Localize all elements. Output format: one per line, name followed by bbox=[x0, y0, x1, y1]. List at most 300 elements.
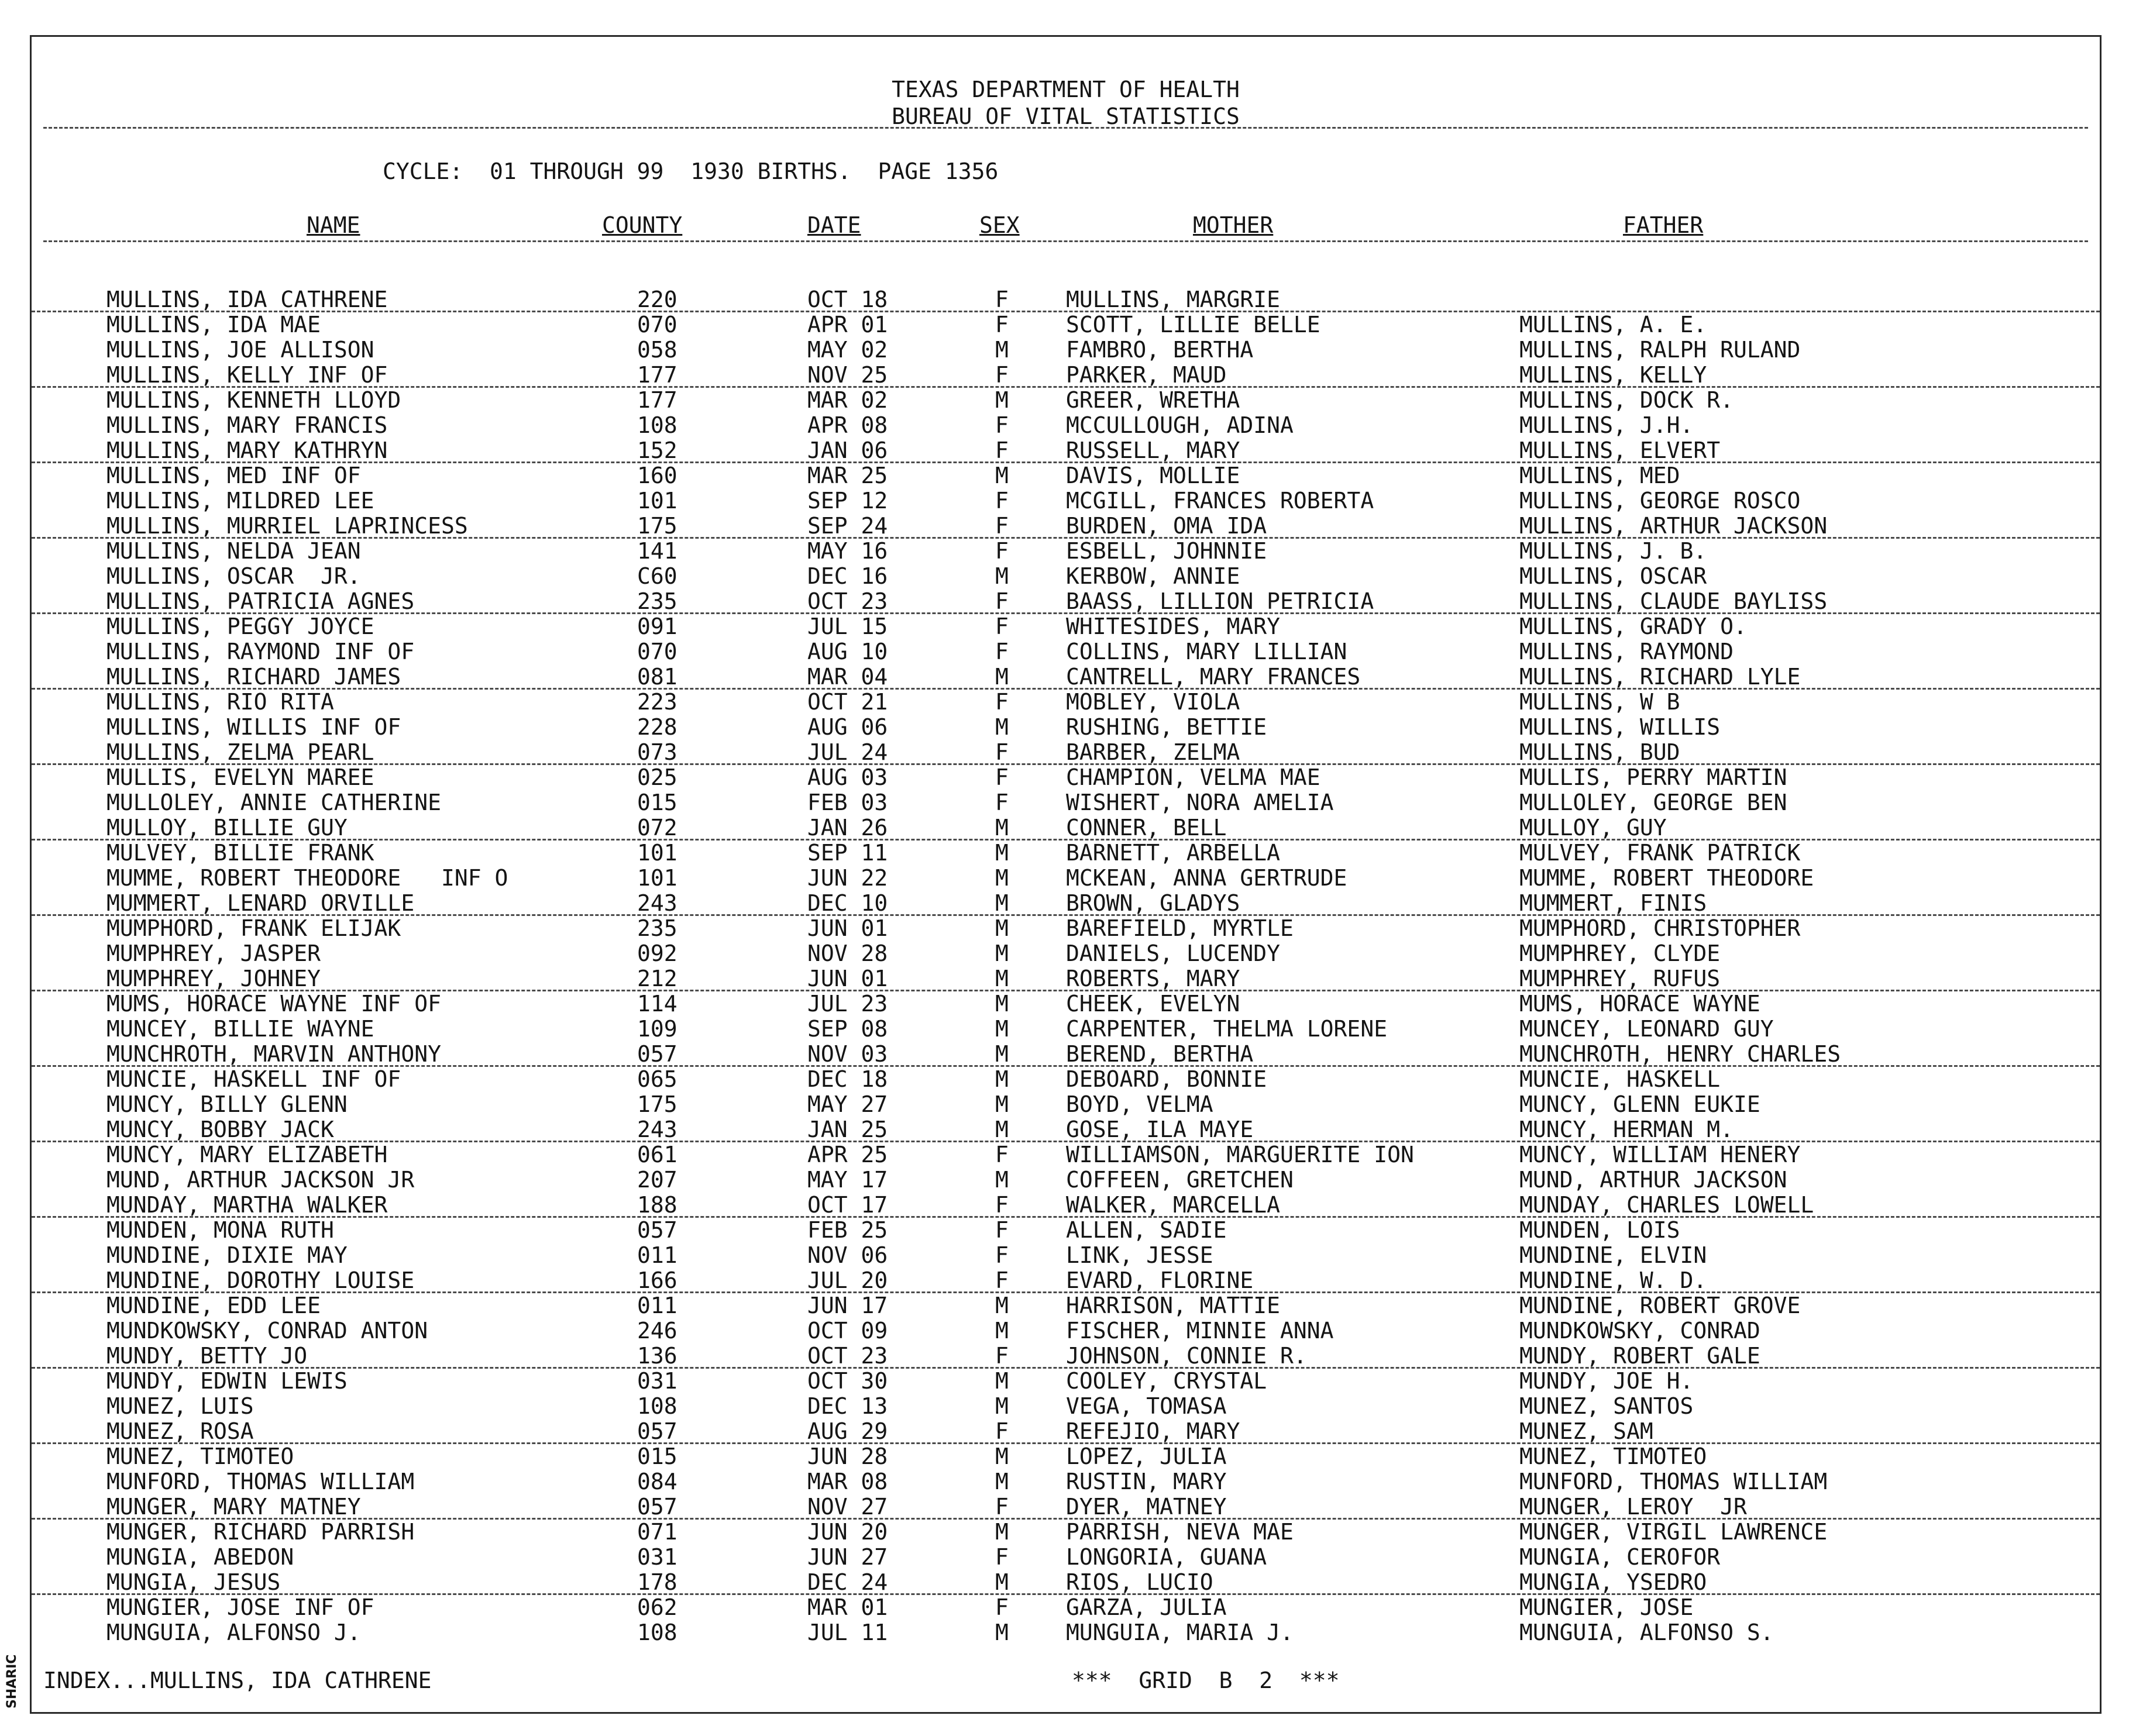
record-mother: BROWN, GLADYS bbox=[1066, 890, 1240, 916]
record-sex: F bbox=[995, 614, 1009, 639]
record-sex: F bbox=[995, 1267, 1009, 1293]
document-page bbox=[30, 35, 2102, 1714]
record-father: MUNCHROTH, HENRY CHARLES bbox=[1519, 1041, 1841, 1067]
record-county: 073 bbox=[637, 739, 677, 765]
record-mother: CARPENTER, THELMA LORENE bbox=[1066, 1016, 1388, 1042]
record-father: MUNDY, ROBERT GALE bbox=[1519, 1343, 1760, 1369]
record-date: OCT 17 bbox=[807, 1192, 888, 1218]
table-row bbox=[32, 1117, 2100, 1142]
record-sex: F bbox=[995, 362, 1009, 388]
table-row bbox=[32, 715, 2100, 740]
record-name: MULLIS, EVELYN MAREE bbox=[106, 764, 374, 790]
record-father: MULLINS, BUD bbox=[1519, 739, 1680, 765]
column-header-date: DATE bbox=[807, 212, 861, 238]
record-name: MUNEZ, TIMOTEO bbox=[106, 1444, 294, 1469]
record-father: MULLINS, J.H. bbox=[1519, 412, 1694, 438]
record-father: MUMME, ROBERT THEODORE bbox=[1519, 865, 1814, 891]
record-county: 057 bbox=[637, 1217, 677, 1243]
record-name: MUNCEY, BILLIE WAYNE bbox=[106, 1016, 374, 1042]
record-date: JAN 26 bbox=[807, 815, 888, 841]
record-county: 057 bbox=[637, 1041, 677, 1067]
record-father: MULLOY, GUY bbox=[1519, 815, 1667, 841]
record-father: MUNCEY, LEONARD GUY bbox=[1519, 1016, 1774, 1042]
record-date: APR 25 bbox=[807, 1142, 888, 1167]
record-name: MULLINS, KENNETH LLOYD bbox=[106, 387, 401, 413]
record-date: NOV 28 bbox=[807, 941, 888, 966]
record-name: MUNCY, MARY ELIZABETH bbox=[106, 1142, 388, 1167]
record-name: MUNFORD, THOMAS WILLIAM bbox=[106, 1469, 415, 1494]
record-sex: M bbox=[995, 890, 1009, 916]
table-row bbox=[32, 639, 2100, 664]
header-rule bbox=[43, 127, 2088, 129]
record-father: MUNEZ, SANTOS bbox=[1519, 1393, 1694, 1419]
record-mother: BAASS, LILLION PETRICIA bbox=[1066, 588, 1374, 614]
record-date: JUL 20 bbox=[807, 1267, 888, 1293]
record-name: MULLINS, ZELMA PEARL bbox=[106, 739, 374, 765]
record-name: MUNDINE, DIXIE MAY bbox=[106, 1242, 348, 1268]
record-mother: RIOS, LUCIO bbox=[1066, 1569, 1213, 1595]
record-date: FEB 03 bbox=[807, 790, 888, 815]
record-sex: M bbox=[995, 1469, 1009, 1494]
record-father: MUNCY, HERMAN M. bbox=[1519, 1117, 1734, 1142]
record-name: MULLINS, MURRIEL LAPRINCESS bbox=[106, 513, 468, 539]
record-date: AUG 29 bbox=[807, 1418, 888, 1444]
record-county: 070 bbox=[637, 312, 677, 337]
record-county: 114 bbox=[637, 991, 677, 1017]
record-sex: F bbox=[995, 513, 1009, 539]
record-county: C60 bbox=[637, 563, 677, 589]
record-mother: MULLINS, MARGRIE bbox=[1066, 287, 1281, 312]
record-date: FEB 25 bbox=[807, 1217, 888, 1243]
record-county: 062 bbox=[637, 1594, 677, 1620]
record-father: MULLOLEY, GEORGE BEN bbox=[1519, 790, 1787, 815]
record-mother: EVARD, FLORINE bbox=[1066, 1267, 1254, 1293]
record-sex: M bbox=[995, 840, 1009, 866]
table-row bbox=[32, 463, 2100, 488]
record-sex: M bbox=[995, 1041, 1009, 1067]
record-date: APR 01 bbox=[807, 312, 888, 337]
record-sex: F bbox=[995, 739, 1009, 765]
record-county: 092 bbox=[637, 941, 677, 966]
record-father: MUNGIER, JOSE bbox=[1519, 1594, 1694, 1620]
record-father: MULLIS, PERRY MARTIN bbox=[1519, 764, 1787, 790]
record-sex: F bbox=[995, 1192, 1009, 1218]
record-mother: COFFEEN, GRETCHEN bbox=[1066, 1167, 1294, 1193]
record-father: MUNCIE, HASKELL bbox=[1519, 1066, 1721, 1092]
record-name: MUNDAY, MARTHA WALKER bbox=[106, 1192, 388, 1218]
table-row bbox=[32, 514, 2100, 539]
record-mother: MCKEAN, ANNA GERTRUDE bbox=[1066, 865, 1347, 891]
side-stamp-label: SHARIC bbox=[5, 1654, 19, 1709]
record-county: 070 bbox=[637, 639, 677, 664]
record-name: MUNGER, RICHARD PARRISH bbox=[106, 1519, 415, 1545]
record-father: MULLINS, RAYMOND bbox=[1519, 639, 1734, 664]
record-mother: JOHNSON, CONNIE R. bbox=[1066, 1343, 1307, 1369]
record-county: 084 bbox=[637, 1469, 677, 1494]
record-sex: M bbox=[995, 966, 1009, 991]
record-sex: F bbox=[995, 412, 1009, 438]
record-sex: F bbox=[995, 488, 1009, 514]
record-father: MUNDKOWSKY, CONRAD bbox=[1519, 1318, 1760, 1344]
record-mother: MCGILL, FRANCES ROBERTA bbox=[1066, 488, 1374, 514]
record-county: 101 bbox=[637, 865, 677, 891]
record-date: SEP 11 bbox=[807, 840, 888, 866]
record-father: MULLINS, GRADY O. bbox=[1519, 614, 1747, 639]
record-father: MUNDINE, W. D. bbox=[1519, 1267, 1707, 1293]
record-sex: F bbox=[995, 1594, 1009, 1620]
table-row bbox=[32, 363, 2100, 388]
bureau-title: BUREAU OF VITAL STATISTICS bbox=[892, 104, 1240, 129]
cycle-line: CYCLE: 01 THROUGH 99 1930 BIRTHS. PAGE 1356 bbox=[383, 159, 999, 184]
record-father: MULLINS, DOCK R. bbox=[1519, 387, 1734, 413]
record-name: MUNDKOWSKY, CONRAD ANTON bbox=[106, 1318, 428, 1344]
table-row bbox=[32, 337, 2100, 363]
record-name: MULLINS, MARY KATHRYN bbox=[106, 438, 388, 463]
columns-rule bbox=[43, 240, 2088, 242]
record-date: DEC 24 bbox=[807, 1569, 888, 1595]
record-sex: M bbox=[995, 1519, 1009, 1545]
record-name: MUNDY, EDWIN LEWIS bbox=[106, 1368, 348, 1394]
record-name: MUNDINE, DOROTHY LOUISE bbox=[106, 1267, 415, 1293]
record-father: MULLINS, ELVERT bbox=[1519, 438, 1721, 463]
record-mother: BEREND, BERTHA bbox=[1066, 1041, 1254, 1067]
record-date: MAY 17 bbox=[807, 1167, 888, 1193]
record-date: OCT 30 bbox=[807, 1368, 888, 1394]
record-name: MULLOY, BILLIE GUY bbox=[106, 815, 348, 841]
record-mother: BOYD, VELMA bbox=[1066, 1091, 1213, 1117]
record-county: 108 bbox=[637, 1620, 677, 1645]
record-county: 177 bbox=[637, 387, 677, 413]
record-name: MUNDEN, MONA RUTH bbox=[106, 1217, 334, 1243]
record-sex: F bbox=[995, 1142, 1009, 1167]
table-row bbox=[32, 388, 2100, 413]
record-date: OCT 18 bbox=[807, 287, 888, 312]
record-sex: F bbox=[995, 287, 1009, 312]
record-date: MAY 27 bbox=[807, 1091, 888, 1117]
record-date: JAN 25 bbox=[807, 1117, 888, 1142]
column-header-sex: SEX bbox=[979, 212, 1020, 238]
table-row bbox=[32, 790, 2100, 815]
table-row bbox=[32, 1193, 2100, 1218]
record-date: DEC 10 bbox=[807, 890, 888, 916]
record-name: MULLINS, KELLY INF OF bbox=[106, 362, 388, 388]
record-father: MUNDEN, LOIS bbox=[1519, 1217, 1680, 1243]
record-county: 243 bbox=[637, 890, 677, 916]
agency-title: TEXAS DEPARTMENT OF HEALTH bbox=[892, 77, 1240, 102]
record-date: AUG 10 bbox=[807, 639, 888, 664]
record-father: MUNCY, GLENN EUKIE bbox=[1519, 1091, 1760, 1117]
table-row bbox=[32, 740, 2100, 765]
record-county: 175 bbox=[637, 1091, 677, 1117]
record-father: MULLINS, J. B. bbox=[1519, 538, 1707, 564]
table-row bbox=[32, 1444, 2100, 1469]
record-mother: VEGA, TOMASA bbox=[1066, 1393, 1227, 1419]
index-line: INDEX...MULLINS, IDA CATHRENE bbox=[43, 1668, 432, 1693]
table-row bbox=[32, 1344, 2100, 1369]
record-county: 072 bbox=[637, 815, 677, 841]
record-county: 175 bbox=[637, 513, 677, 539]
record-mother: ESBELL, JOHNNIE bbox=[1066, 538, 1267, 564]
record-father: MUNFORD, THOMAS WILLIAM bbox=[1519, 1469, 1828, 1494]
table-row bbox=[32, 1268, 2100, 1293]
table-row bbox=[32, 1595, 2100, 1620]
record-sex: M bbox=[995, 563, 1009, 589]
record-county: 071 bbox=[637, 1519, 677, 1545]
record-sex: M bbox=[995, 1393, 1009, 1419]
record-sex: M bbox=[995, 1066, 1009, 1092]
record-mother: RUSTIN, MARY bbox=[1066, 1469, 1227, 1494]
table-row bbox=[32, 614, 2100, 639]
record-father: MULLINS, A. E. bbox=[1519, 312, 1707, 337]
record-date: JUN 01 bbox=[807, 966, 888, 991]
table-row bbox=[32, 539, 2100, 564]
record-county: 011 bbox=[637, 1242, 677, 1268]
record-mother: BARBER, ZELMA bbox=[1066, 739, 1240, 765]
record-date: DEC 13 bbox=[807, 1393, 888, 1419]
table-row bbox=[32, 841, 2100, 866]
table-row bbox=[32, 287, 2100, 312]
record-county: 160 bbox=[637, 463, 677, 488]
record-sex: M bbox=[995, 865, 1009, 891]
record-name: MUNCY, BILLY GLENN bbox=[106, 1091, 348, 1117]
record-mother: LONGORIA, GUANA bbox=[1066, 1544, 1267, 1570]
record-father: MULVEY, FRANK PATRICK bbox=[1519, 840, 1801, 866]
record-date: MAR 02 bbox=[807, 387, 888, 413]
record-sex: M bbox=[995, 1016, 1009, 1042]
record-name: MUNEZ, LUIS bbox=[106, 1393, 254, 1419]
record-sex: M bbox=[995, 915, 1009, 941]
record-county: 081 bbox=[637, 664, 677, 690]
record-name: MUMPHREY, JASPER bbox=[106, 941, 321, 966]
table-row bbox=[32, 1419, 2100, 1444]
record-father: MUMPHREY, CLYDE bbox=[1519, 941, 1721, 966]
record-sex: F bbox=[995, 1343, 1009, 1369]
column-header-mother: MOTHER bbox=[1193, 212, 1274, 238]
record-date: JUL 23 bbox=[807, 991, 888, 1017]
record-father: MULLINS, WILLIS bbox=[1519, 714, 1721, 740]
record-sex: F bbox=[995, 588, 1009, 614]
record-father: MUNGUIA, ALFONSO S. bbox=[1519, 1620, 1774, 1645]
record-date: JUN 01 bbox=[807, 915, 888, 941]
record-county: 152 bbox=[637, 438, 677, 463]
record-father: MUNGER, VIRGIL LAWRENCE bbox=[1519, 1519, 1828, 1545]
table-row bbox=[32, 991, 2100, 1017]
grid-reference: *** GRID B 2 *** bbox=[1072, 1668, 1340, 1693]
record-mother: HARRISON, MATTIE bbox=[1066, 1293, 1281, 1318]
record-date: NOV 03 bbox=[807, 1041, 888, 1067]
table-row bbox=[32, 815, 2100, 841]
record-county: 220 bbox=[637, 287, 677, 312]
table-row bbox=[32, 1620, 2100, 1645]
table-row bbox=[32, 1218, 2100, 1243]
record-date: OCT 21 bbox=[807, 689, 888, 715]
column-header-name: NAME bbox=[307, 212, 360, 238]
record-mother: ALLEN, SADIE bbox=[1066, 1217, 1227, 1243]
record-father: MULLINS, ARTHUR JACKSON bbox=[1519, 513, 1828, 539]
table-row bbox=[32, 1494, 2100, 1520]
record-sex: M bbox=[995, 1293, 1009, 1318]
record-county: 065 bbox=[637, 1066, 677, 1092]
table-row bbox=[32, 1469, 2100, 1494]
record-mother: WISHERT, NORA AMELIA bbox=[1066, 790, 1334, 815]
record-name: MULLINS, RICHARD JAMES bbox=[106, 664, 401, 690]
table-row bbox=[32, 1243, 2100, 1268]
record-county: 136 bbox=[637, 1343, 677, 1369]
table-row bbox=[32, 488, 2100, 514]
record-father: MULLINS, MED bbox=[1519, 463, 1680, 488]
record-father: MUNEZ, TIMOTEO bbox=[1519, 1444, 1707, 1469]
record-date: MAR 01 bbox=[807, 1594, 888, 1620]
table-row bbox=[32, 1017, 2100, 1042]
record-county: 235 bbox=[637, 588, 677, 614]
table-row bbox=[32, 1318, 2100, 1344]
table-row bbox=[32, 413, 2100, 438]
record-mother: CHAMPION, VELMA MAE bbox=[1066, 764, 1320, 790]
record-mother: BAREFIELD, MYRTLE bbox=[1066, 915, 1294, 941]
record-father: MUMPHREY, RUFUS bbox=[1519, 966, 1721, 991]
record-name: MUNEZ, ROSA bbox=[106, 1418, 254, 1444]
record-county: 246 bbox=[637, 1318, 677, 1344]
record-mother: PARKER, MAUD bbox=[1066, 362, 1227, 388]
table-row bbox=[32, 1520, 2100, 1545]
record-mother: REFEJIO, MARY bbox=[1066, 1418, 1240, 1444]
record-sex: M bbox=[995, 1444, 1009, 1469]
record-date: SEP 12 bbox=[807, 488, 888, 514]
record-father: MUNGER, LEROY JR bbox=[1519, 1494, 1747, 1520]
record-father: MUNDY, JOE H. bbox=[1519, 1368, 1694, 1394]
table-row bbox=[32, 1545, 2100, 1570]
record-date: OCT 23 bbox=[807, 1343, 888, 1369]
record-mother: GARZA, JULIA bbox=[1066, 1594, 1227, 1620]
record-name: MUMME, ROBERT THEODORE INF O bbox=[106, 865, 508, 891]
record-name: MULLINS, MED INF OF bbox=[106, 463, 361, 488]
record-name: MULLINS, JOE ALLISON bbox=[106, 337, 374, 363]
record-county: 177 bbox=[637, 362, 677, 388]
record-name: MUNDINE, EDD LEE bbox=[106, 1293, 321, 1318]
record-date: JUL 15 bbox=[807, 614, 888, 639]
record-mother: FAMBRO, BERTHA bbox=[1066, 337, 1254, 363]
record-mother: GOSE, ILA MAYE bbox=[1066, 1117, 1254, 1142]
record-mother: KERBOW, ANNIE bbox=[1066, 563, 1240, 589]
record-mother: COLLINS, MARY LILLIAN bbox=[1066, 639, 1347, 664]
record-sex: F bbox=[995, 689, 1009, 715]
record-father: MULLINS, GEORGE ROSCO bbox=[1519, 488, 1801, 514]
record-sex: M bbox=[995, 1368, 1009, 1394]
record-mother: CANTRELL, MARY FRANCES bbox=[1066, 664, 1361, 690]
record-date: JUN 22 bbox=[807, 865, 888, 891]
record-mother: DYER, MATNEY bbox=[1066, 1494, 1227, 1520]
record-name: MUMMERT, LENARD ORVILLE bbox=[106, 890, 415, 916]
table-row bbox=[32, 966, 2100, 991]
record-sex: M bbox=[995, 1117, 1009, 1142]
record-county: 015 bbox=[637, 1444, 677, 1469]
record-date: MAR 08 bbox=[807, 1469, 888, 1494]
record-date: NOV 06 bbox=[807, 1242, 888, 1268]
record-name: MUNGIER, JOSE INF OF bbox=[106, 1594, 374, 1620]
record-mother: COOLEY, CRYSTAL bbox=[1066, 1368, 1267, 1394]
record-sex: F bbox=[995, 312, 1009, 337]
record-date: MAR 25 bbox=[807, 463, 888, 488]
record-mother: DANIELS, LUCENDY bbox=[1066, 941, 1281, 966]
table-row bbox=[32, 1293, 2100, 1318]
table-row bbox=[32, 664, 2100, 690]
table-row bbox=[32, 1142, 2100, 1167]
table-row bbox=[32, 312, 2100, 337]
record-sex: M bbox=[995, 991, 1009, 1017]
record-date: JUL 11 bbox=[807, 1620, 888, 1645]
record-father: MUMMERT, FINIS bbox=[1519, 890, 1707, 916]
record-date: JUN 17 bbox=[807, 1293, 888, 1318]
record-date: MAR 04 bbox=[807, 664, 888, 690]
record-sex: M bbox=[995, 714, 1009, 740]
record-mother: BURDEN, OMA IDA bbox=[1066, 513, 1267, 539]
table-row bbox=[32, 1369, 2100, 1394]
record-county: 031 bbox=[637, 1368, 677, 1394]
record-county: 243 bbox=[637, 1117, 677, 1142]
record-sex: F bbox=[995, 438, 1009, 463]
record-county: 061 bbox=[637, 1142, 677, 1167]
record-date: JUN 20 bbox=[807, 1519, 888, 1545]
table-row bbox=[32, 690, 2100, 715]
record-date: NOV 25 bbox=[807, 362, 888, 388]
record-mother: GREER, WRETHA bbox=[1066, 387, 1240, 413]
record-county: 101 bbox=[637, 488, 677, 514]
table-row bbox=[32, 866, 2100, 891]
column-header-county: COUNTY bbox=[602, 212, 683, 238]
record-mother: ROBERTS, MARY bbox=[1066, 966, 1240, 991]
record-name: MUNCHROTH, MARVIN ANTHONY bbox=[106, 1041, 441, 1067]
record-sex: M bbox=[995, 1318, 1009, 1344]
table-row bbox=[32, 1167, 2100, 1193]
record-name: MULLINS, IDA CATHRENE bbox=[106, 287, 388, 312]
table-row bbox=[32, 564, 2100, 589]
record-father: MULLINS, RALPH RULAND bbox=[1519, 337, 1801, 363]
record-county: 058 bbox=[637, 337, 677, 363]
record-name: MUNGIA, ABEDON bbox=[106, 1544, 294, 1570]
record-mother: MCCULLOUGH, ADINA bbox=[1066, 412, 1294, 438]
record-sex: M bbox=[995, 387, 1009, 413]
column-header-father: FATHER bbox=[1623, 212, 1704, 238]
record-date: AUG 06 bbox=[807, 714, 888, 740]
record-sex: M bbox=[995, 1620, 1009, 1645]
record-name: MULLINS, RIO RITA bbox=[106, 689, 334, 715]
record-sex: F bbox=[995, 1544, 1009, 1570]
record-sex: M bbox=[995, 1569, 1009, 1595]
table-row bbox=[32, 1570, 2100, 1595]
record-sex: F bbox=[995, 1242, 1009, 1268]
record-name: MUND, ARTHUR JACKSON JR bbox=[106, 1167, 415, 1193]
record-father: MUND, ARTHUR JACKSON bbox=[1519, 1167, 1787, 1193]
record-name: MUNCY, BOBBY JACK bbox=[106, 1117, 334, 1142]
record-sex: M bbox=[995, 1167, 1009, 1193]
records-table bbox=[32, 287, 2100, 1645]
record-county: 109 bbox=[637, 1016, 677, 1042]
record-father: MUNGIA, YSEDRO bbox=[1519, 1569, 1707, 1595]
record-mother: PARRISH, NEVA MAE bbox=[1066, 1519, 1294, 1545]
table-row bbox=[32, 891, 2100, 916]
record-date: APR 08 bbox=[807, 412, 888, 438]
record-county: 207 bbox=[637, 1167, 677, 1193]
record-sex: F bbox=[995, 1494, 1009, 1520]
record-date: DEC 16 bbox=[807, 563, 888, 589]
record-mother: LINK, JESSE bbox=[1066, 1242, 1213, 1268]
table-row bbox=[32, 438, 2100, 463]
record-sex: F bbox=[995, 1418, 1009, 1444]
record-sex: M bbox=[995, 1091, 1009, 1117]
record-father: MUNGIA, CEROFOR bbox=[1519, 1544, 1721, 1570]
record-sex: M bbox=[995, 337, 1009, 363]
record-date: OCT 09 bbox=[807, 1318, 888, 1344]
